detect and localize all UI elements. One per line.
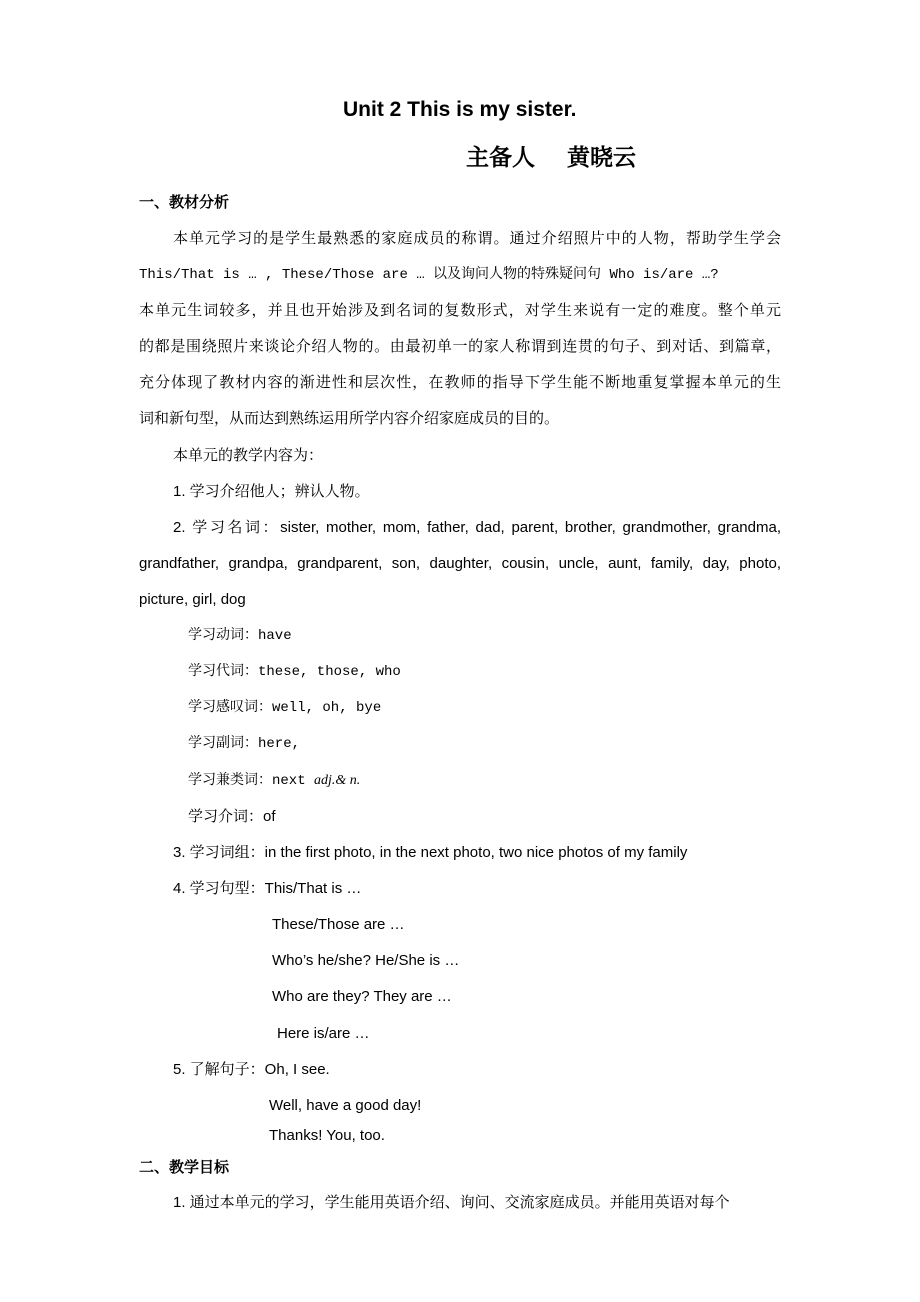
content-item-3: 3. 学习词组：in the first photo, in the next photo, two nice photos of my family	[173, 844, 688, 861]
vocab-prepositions: 学习介词：of	[188, 808, 276, 825]
author-name: 黄晓云	[567, 145, 636, 171]
analysis-line-5: 充分体现了教材内容的渐进性和层次性，在教师的指导下学生能不断地重复掌握本单元的生	[139, 374, 781, 391]
sentence-pattern-1: These/Those are …	[272, 916, 405, 933]
sentence-pattern-4: Here is/are …	[277, 1025, 370, 1042]
analysis-line-6: 词和新句型，从而达到熟练运用所学内容介绍家庭成员的目的。	[139, 410, 560, 427]
content-item-5: 5. 了解句子：Oh, I see.	[173, 1061, 330, 1078]
analysis-line-3: 本单元生词较多，并且也开始涉及到名词的复数形式，对学生来说有一定的难度。整个单元	[139, 302, 781, 319]
understand-sentence-1: Well, have a good day!	[269, 1097, 422, 1114]
vocab-multi-class	[188, 771, 360, 791]
sentence-pattern-2: Who’s he/she? He/She is …	[272, 952, 460, 969]
vocab-adverbs: 学习副词：here,	[188, 736, 301, 752]
content-item-2-line-1: 2. 学习名词：sister, mother, mom, father, dad, parent, brother, grandmother, grandma,	[173, 519, 781, 536]
content-intro: 本单元的教学内容为：	[173, 447, 324, 464]
sentence-pattern-3: Who are they? They are …	[272, 988, 452, 1005]
analysis-line-4: 的都是围绕照片来谈论介绍人物的。由最初单一的家人称谓到连贯的句子、到对话、到篇章，	[139, 338, 781, 355]
author-line	[466, 145, 636, 171]
vocab-interjections: 学习感叹词：well, oh, bye	[188, 700, 382, 716]
objectives-item-1: 1. 通过本单元的学习，学生能用英语介绍、询问、交流家庭成员。并能用英语对每个	[173, 1194, 730, 1211]
analysis-line-2: This/That is … , These/Those are … 以及询问人物的特殊疑问句 Who is/are …?	[139, 267, 719, 283]
vocab-multi-class-pos: adj.& n.	[314, 773, 361, 788]
vocab-pronouns: 学习代词：these, those, who	[188, 664, 401, 680]
content-item-4: 4. 学习句型：This/That is …	[173, 880, 362, 897]
section-heading-objectives: 二、教学目标	[139, 1158, 230, 1176]
analysis-line-1: 本单元学习的是学生最熟悉的家庭成员的称谓。通过介绍照片中的人物，帮助学生学会	[173, 230, 781, 247]
vocab-multi-class-label: 学习兼类词：next	[188, 773, 315, 789]
section-heading-analysis: 一、教材分析	[139, 193, 230, 211]
content-item-2-line-3: picture, girl, dog	[139, 591, 246, 608]
document-title: Unit 2 This is my sister.	[343, 98, 577, 121]
author-label: 主备人	[466, 145, 535, 171]
content-item-1: 1. 学习介绍他人；辨认人物。	[173, 483, 370, 500]
understand-sentence-2: Thanks! You, too.	[269, 1127, 385, 1144]
content-item-2-line-2: grandfather, grandpa, grandparent, son, daughter, cousin, uncle, aunt, family, day, photo,	[139, 555, 781, 572]
vocab-verbs: 学习动词：have	[188, 628, 292, 644]
